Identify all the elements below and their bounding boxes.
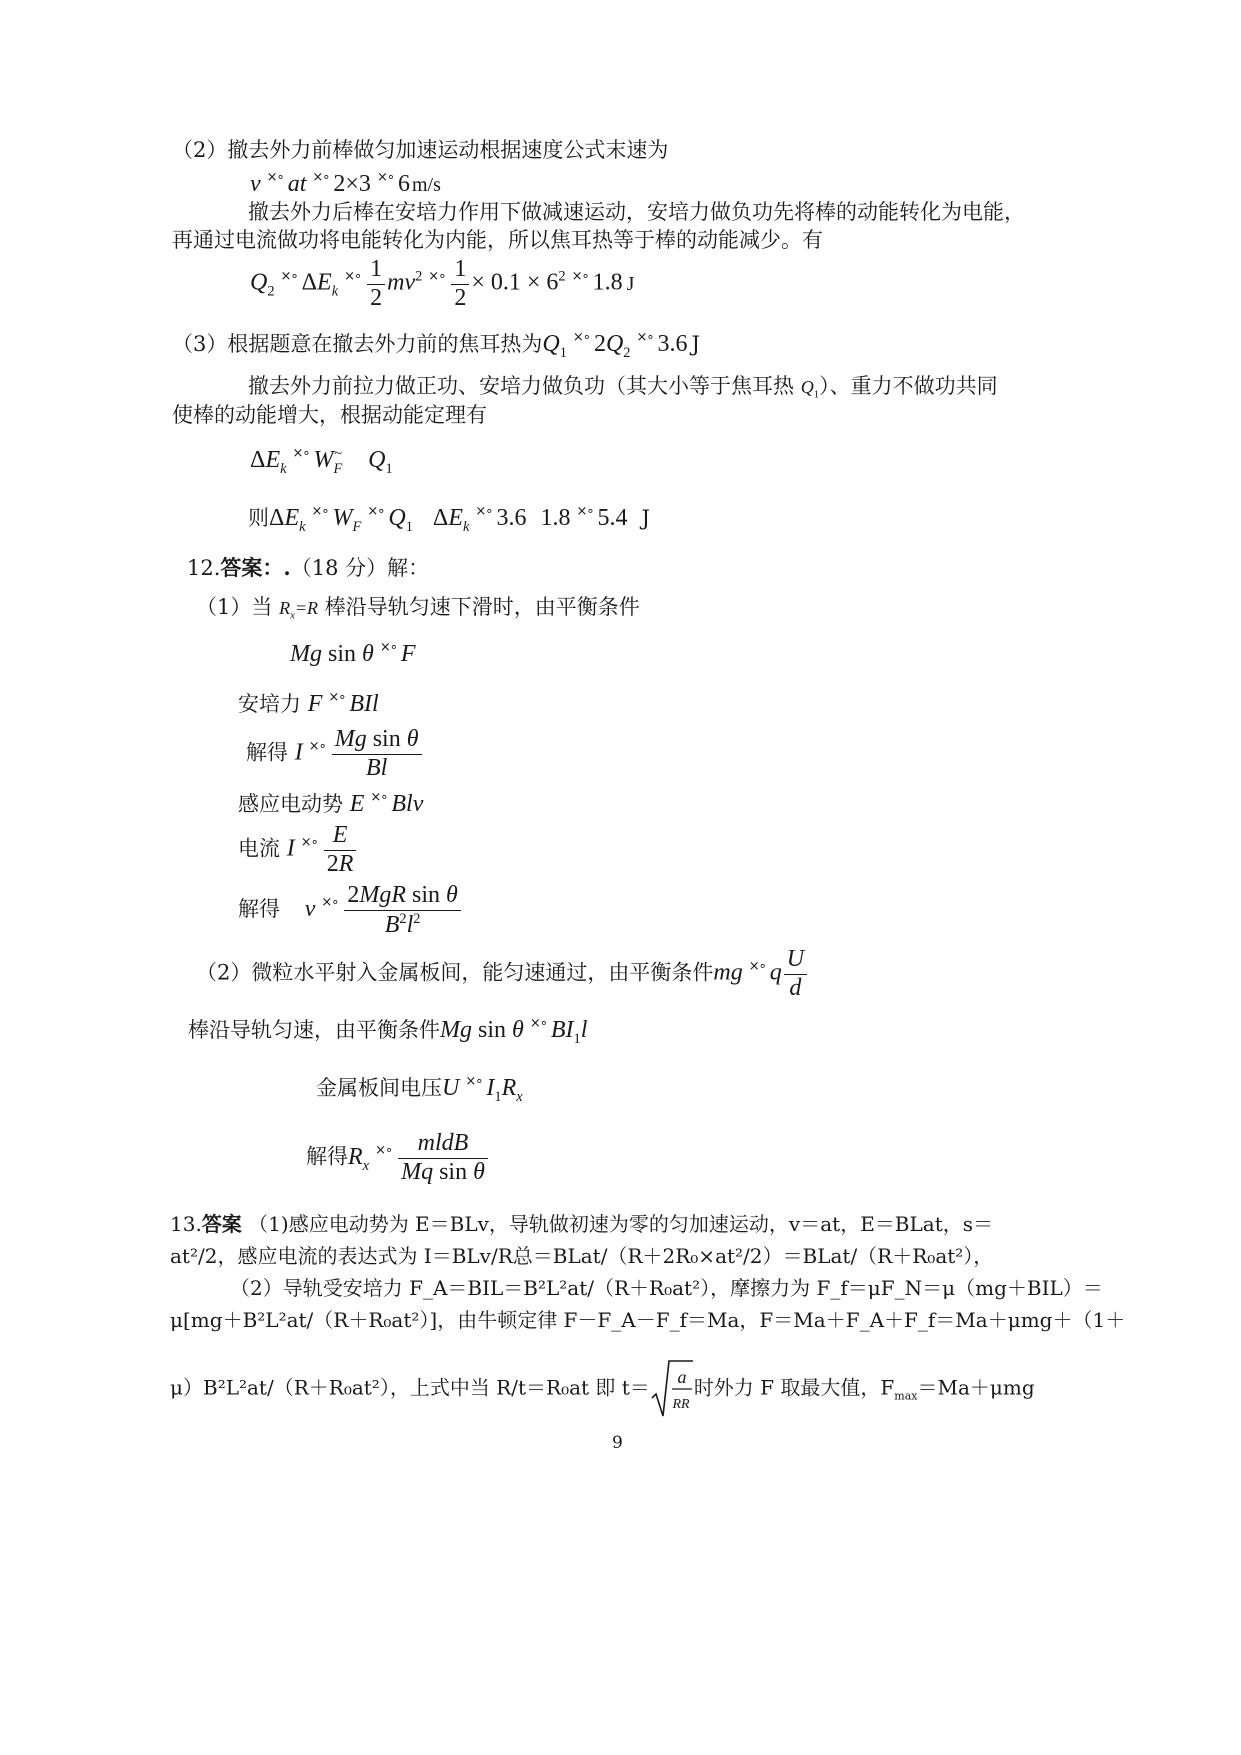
sqrt-numerator: a bbox=[677, 1367, 687, 1387]
q2-equation: $Q_2^{\times\circ}$ $\Delta E_k^{\times\circ}$ $\frac{1}{2}$ $mv^2$ ×∘ $\frac{1}{2}$ × $0.1 \times 6^2$ ×∘ 1.8 J bbox=[250, 256, 635, 311]
p13-line-3: （2）导轨受安培力 F_A＝BIL＝B²L²at/（R＋R₀at²），摩擦力为 F_f＝μF_N＝μ（mg＋BIL）＝ bbox=[230, 1276, 1103, 1300]
p12-part1-intro: （1）当 $R_x=R$ 棒沿导轨匀速下滑时，由平衡条件 bbox=[196, 595, 640, 622]
p11-text-a: 撤去外力后棒在安培力作用下做减速运动，安培力做负功先将棒的动能转化为电能， bbox=[248, 200, 1025, 224]
p13-line-5: μ）B²L²at/（R＋R₀at²），上式中当 R/t＝R₀at 即 t＝ a RR 时外力 F 取最大值，$F_{max}=Ma+\mu mg$ bbox=[170, 1358, 1035, 1420]
p12-heading: 12.答案：.（18 分）解： bbox=[187, 555, 430, 580]
p11-part3-text-a: 撤去外力前拉力做正功、安培力做负功（其大小等于焦耳热 $Q_1$）、重力不做功共同 bbox=[248, 374, 998, 401]
p13-line-4: μ[mg＋B²L²at/（R＋R₀at²）]，由牛顿定律 F－F_A－F_f＝Ma，F＝Ma＋F_A＋F_f＝Ma＋μmg＋（1＋ bbox=[170, 1308, 1126, 1332]
p11-part3-intro: （3）根据题意在撤去外力前的焦耳热为$Q_1^{\times\circ}$ $2Q_2^{\times\circ}$ 3.6 J bbox=[172, 330, 700, 361]
ampere-force-line: 安培力 F ×∘ BIl bbox=[238, 690, 379, 717]
balance-equation-1: Mg sin θ ×∘ F bbox=[290, 640, 416, 667]
p11-part3-text-b: 使棒的动能增大，根据动能定理有 bbox=[172, 403, 487, 427]
p11-text-b: 再通过电流做功将电能转化为内能，所以焦耳热等于棒的动能减少。有 bbox=[172, 228, 823, 252]
current-line: 电流 I ×∘ $\frac{E}{2R}$ bbox=[238, 822, 358, 878]
work-energy-equation: $\Delta E_k^{\times\circ}$ $W_F^\sim$ $Q_1$ bbox=[250, 446, 393, 477]
p11-part2-intro: （2）撤去外力前棒做匀加速运动根据速度公式末速为 bbox=[172, 138, 669, 162]
current-solve-line: 解得 I ×∘ $\frac{\text{Mg sin θ}}{Bl}$ bbox=[246, 726, 424, 782]
p12-part2-line: （2）微粒水平射入金属板间，能匀速通过，由平衡条件mg ×∘ q $\frac{U}{d}$ bbox=[196, 946, 809, 1002]
sqrt-expression bbox=[650, 1358, 694, 1420]
p13-line-2: at²/2，感应电流的表达式为 I＝BLv/R总＝BLat/（R＋2R₀×at²/2）＝BLat/（R＋R₀at²）， bbox=[170, 1244, 994, 1268]
speed-equation: v ×∘ at ×∘ 2×3 ×∘ 6 m/s bbox=[250, 170, 441, 197]
rx-solve-line: 解得$R_x^{\times\circ}$ $\frac{\text{mldB}}{\text{Mq sin θ}}$ bbox=[306, 1130, 490, 1186]
rod-balance-line: 棒沿导轨匀速，由平衡条件Mg sin θ ×∘ $BI_1l$ bbox=[188, 1016, 588, 1047]
page-number: 9 bbox=[612, 1433, 623, 1453]
velocity-solve-line: 解得 v ×∘ $\frac{\text{2MgR sin θ}}{B^2l^2}$ bbox=[238, 882, 463, 939]
emf-line: 感应电动势 E ×∘ Blv bbox=[238, 790, 424, 817]
sqrt-denominator: RR bbox=[672, 1397, 690, 1412]
wf-result-equation: 则$\Delta E_k^{\times\circ}$ $W_F^{\times\circ}$ $Q_1$ $\Delta E_k^{\times\circ}$ 3.6 1.8 ×∘ 5.4 J bbox=[248, 504, 650, 535]
p13-line-1: 13.答案 （1)感应电动势为 E＝BLv，导轨做初速为零的匀加速运动，v＝at，E＝BLat，s＝ bbox=[170, 1212, 993, 1236]
plate-voltage-line: 金属板间电压U ×∘ $I_1R_x$ bbox=[316, 1074, 523, 1105]
